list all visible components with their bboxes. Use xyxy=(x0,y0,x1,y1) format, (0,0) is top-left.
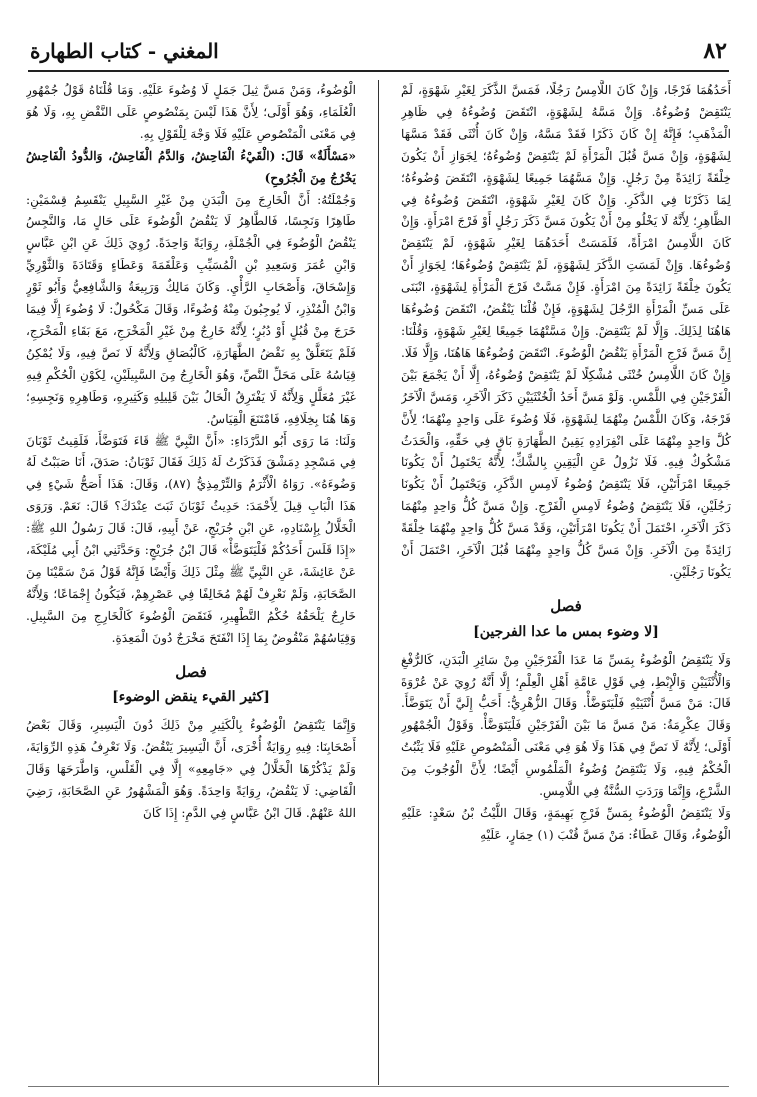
footer-rule xyxy=(28,1086,729,1087)
page-header xyxy=(30,36,727,66)
section-subtitle: [كثير القيء ينقض الوضوء] xyxy=(112,689,270,706)
header-rule xyxy=(28,70,729,72)
paragraph: أَحَدُهُمَا فَرْجًا، وَإِنْ كَانَ اللَّامِسُ رَجُلًا، فَمَسَّ الذَّكَرَ لِغَيْرِ شَهْوَةٍ، لَمْ يَنْتَقِضْ وُضُوءُهُ. وَإِنْ مَسَّهُ لِشَهْوَةٍ، انْتَقَضَ وُضُوءُهُ فِي ظَاهِرِ الْمَذْهَبِ؛ فَإِنَّهُ إِنْ كَانَ ذَكَرًا فَقَدْ مَسَّهُ، وَإِنْ كَانَ أُنْثَى فَقَدْ مَسَّهَا لِشَهْوَةٍ، وَإِنْ مَسَّ قُبُلَ الْمَرْأَةِ لَمْ يَنْتَقِضْ وُضُوءُهُ؛ لِجَوَازِ أَنْ يَكُونَ خِلْقَةً زَائِدَةً مِنْ رَجُلٍ. وَإِنْ مَسَّهُمَا جَمِيعًا لِشَهْوَةٍ، انْتَقَضَ وُضُوءُهُ؛ لِمَا ذَكَرْنَا فِي الذَّكَرِ. وَإِنْ كَانَ لِغَيْرِ شَهْوَةٍ، انْتَقَضَ وُضُوءُهُ فِي الظَّاهِرِ؛ لِأَنَّهُ لَا يَخْلُو مِنْ أَنْ يَكُونَ مَسَّ ذَكَرَ رَجُلٍ أَوْ فَرْجَ امْرَأَةٍ. وَإِنْ كَانَ اللَّامِسُ امْرَأَةً، فَلَمَسَتْ أَحَدَهُمَا لِغَيْرِ شَهْوَةٍ، لَمْ يَنْتَقِضْ وُضُوءُهَا. وَإِنْ لَمَسَتِ الذَّكَرَ لِشَهْوَةٍ، لَمْ يَنْتَقِضْ وُضُوءُهَا؛ لِجَوَازِ أَنْ يَكُونَ خِلْقَةً زَائِدَةً مِنَ امْرَأَةٍ. فَإِنْ مَسَّتْ فَرْجَ الْمَرْأَةِ لِشَهْوَةٍ، انْبَنَى عَلَى مَسِّ الْمَرْأَةِ الرَّجُلَ لِشَهْوَةٍ، فَإِنْ قُلْنَا يَنْقُضُ، انْتَقَضَ وُضُوءُهَا هَاهُنَا لِذَلِكَ. وَإِلَّا لَمْ يَنْتَقِضْ. وَإِنْ مَسَّتْهُمَا جَمِيعًا لِغَيْرِ شَهْوَةٍ، وَقُلْنَا: إِنَّ مَسَّ فَرْجِ الْمَرْأَةِ يَنْقُضُ الْوُضُوءَ. انْتَقَضَ وُضُوءُهَا هَاهُنَا، وَإِلَّا فَلَا. وَإِنْ كَانَ اللَّامِسُ خُنْثَى مُشْكِلًا لَمْ يَنْتَقِضْ وُضُوءُهُ، إِلَّا أَنْ يَجْمَعَ بَيْنَ الْفَرْجَيْنِ فِي اللَّمْسِ. وَلَوْ مَسَّ أَحَدُ الْخُنْثَيَيْنِ ذَكَرَ الْآخَرِ، وَمَسَّ الْآخَرُ فَرْجَهُ، وَكَانَ اللَّمْسُ مِنْهُمَا لِشَهْوَةٍ، فَلَا وُضُوءَ عَلَى وَاحِدٍ مِنْهُمَا؛ لِأَنَّ كُلَّ وَاحِدٍ مِنْهُمَا عَلَى انْفِرَادِهِ يَقِينُ الطَّهَارَةِ بَاقٍ فِي حَقِّهِ، وَالْحَدَثُ مَشْكُوكٌ فِيهِ. فَلَا نَزُولُ عَنِ الْيَقِينِ بِالشَّكِّ؛ لِأَنَّهُ يَحْتَمِلُ أَنْ يَكُونَا جَمِيعًا امْرَأَتَيْنِ، فَلَا يَنْتَقِضُ وُضُوءُ لَامِسِ الذَّكَرِ، وَيَحْتَمِلُ أَنْ يَكُونَا رَجُلَيْنِ، فَلَا يَنْتَقِضُ وُضُوءُ لَامِسِ الْفَرْجِ. وَإِنْ مَسَّ كُلُّ وَاحِدٍ مِنْهُمَا ذَكَرَ الْآخَرِ، احْتَمَلَ أَنْ يَكُونَا امْرَأَتَيْنِ، وَقَدْ مَسَّ كُلُّ وَاحِدٍ مِنْهُمَا خِلْقَةً زَائِدَةً مِنَ الْآخَرِ. وَإِنْ مَسَّ كُلُّ وَاحِدٍ مِنْهُمَا قُبُلَ الْآخَرِ، احْتَمَلَ أَنْ يَكُونَا رَجُلَيْنِ. xyxy=(401,83,731,579)
paragraph: الْوُضُوءُ، وَمَنْ مَسَّ ثِيلَ جَمَلٍ لَا وُضُوءَ عَلَيْهِ. وَمَا قُلْنَاهُ قَوْلُ جُمْهُورِ الْعُلَمَاءِ، وَهُوَ أَوْلَى؛ لِأَنَّ هَذَا لَيْسَ بِمَنْصُوصٍ عَلَى النَّقْضِ بِهِ، وَلَا هُوَ فِي مَعْنَى الْمَنْصُوصِ عَلَيْهِ فَلَا وَجْهَ لِلْقَوْلِ بِهِ. xyxy=(26,83,356,141)
section-subtitle: [لا وضوء بمس ما عدا الفرجين] xyxy=(473,623,659,640)
section-title: فصل xyxy=(550,596,582,615)
masala-paragraph xyxy=(26,146,356,190)
page-number: ٨٢ xyxy=(703,38,727,64)
paragraph: وَلَا يَنْتَقِضُ الْوُضُوءُ بِمَسِّ مَا عَدَا الْفَرْجَيْنِ مِنْ سَائِرِ الْبَدَنِ، كَالرُّفْغِ وَالْأُنْثَيَيْنِ وَالْإِبْطِ، فِي قَوْلِ عَامَّةِ أَهْلِ الْعِلْمِ؛ إِلَّا أَنَّهُ رُوِيَ عَنْ عُرْوَةَ قَالَ: مَنْ مَسَّ أُنْثَيَيْهِ فَلْيَتَوَضَّأْ. وَقَالَ الزُّهْرِيُّ: أَحَبُّ إِلَيَّ أَنْ يَتَوَضَّأَ. وَقَالَ عِكْرِمَةُ: مَنْ مَسَّ مَا بَيْنَ الْفَرْجَيْنِ فَلْيَتَوَضَّأْ. وَقَوْلُ الْجُمْهُورِ أَوْلَى؛ لِأَنَّهُ لَا نَصَّ فِي هَذَا وَلَا هُوَ فِي مَعْنَى الْمَنْصُوصِ عَلَيْهِ فَلَا يَثْبُتُ الْحُكْمُ فِيهِ، وَلَا يَنْتَقِضُ وُضُوءُ الْمَلْمُوسِ أَيْضًا؛ لِأَنَّ الْوُجُوبَ مِنَ الشَّرْعِ، وَإِنَّمَا وَرَدَتِ السُّنَّةُ فِي اللَّامِسِ. xyxy=(401,652,731,799)
right-column xyxy=(401,80,731,1085)
paragraph: وَلَا يَنْتَقِضُ الْوُضُوءُ بِمَسِّ فَرْجِ بَهِيمَةٍ، وَقَالَ اللَّيْثُ بْنُ سَعْدٍ: عَلَيْهِ الْوُضُوءُ، وَقَالَ عَطَاءٌ: مَنْ مَسَّ قُنْبَ (١) حِمَارٍ، عَلَيْهِ xyxy=(401,806,731,842)
masala-label: «مَسْأَلَةٌ» قَالَ: xyxy=(280,148,356,163)
paragraph: وَإِنَّمَا يَنْتَقِضُ الْوُضُوءُ بِالْكَثِيرِ مِنْ ذَلِكَ دُونَ الْيَسِيرِ، وَقَالَ بَعْضُ أَصْحَابِنَا: فِيهِ رِوَايَةٌ أُخْرَى، أَنَّ الْيَسِيرَ يَنْقُضُ. وَلَا نَعْرِفُ هَذِهِ الرِّوَايَةَ، وَلَمْ يَذْكُرْهَا الْخَلَّالُ فِي «جَامِعِهِ» إِلَّا فِي الْقَلْسِ، وَاطَّرَحَهَا وَقَالَ الْقَاضِي: لَا يَنْقُضُ، رِوَايَةً وَاحِدَةً. وَهُوَ الْمَشْهُورُ عَنِ الصَّحَابَةِ، رَضِيَ اللهُ عَنْهُمْ. قَالَ ابْنُ عَبَّاسٍ فِي الدَّمِ: إِذَا كَانَ xyxy=(26,718,356,820)
left-column xyxy=(26,80,356,1085)
paragraph: وَلَنَا: مَا رَوَى أَبُو الدَّرْدَاءِ: «أَنَّ النَّبِيَّ ﷺ قَاءَ فَتَوَضَّأَ، فَلَقِيتُ ثَوْبَانَ فِي مَسْجِدِ دِمَشْقَ فَذَكَرْتُ لَهُ ذَلِكَ فَقَالَ ثَوْبَانُ: صَدَقَ، أَنَا صَبَبْتُ لَهُ وَضُوءَهُ». رَوَاهُ الْأَثْرَمُ وَالتِّرْمِذِيُّ (٨٧)، وَقَالَ: هَذَا أَصَحُّ شَيْءٍ فِي هَذَا الْبَابِ قِيلَ لِأَحْمَدَ: حَدِيثُ ثَوْبَانَ ثَبَتَ عِنْدَكَ؟ قَالَ: نَعَمْ. وَرَوَى الْخَلَّالُ بِإِسْنَادِهِ، عَنِ ابْنِ جُرَيْجٍ، عَنْ أَبِيهِ، قَالَ: قَالَ رَسُولُ اللهِ ﷺ: «إِذَا قَلَسَ أَحَدُكُمْ فَلْيَتَوَضَّأْ» قَالَ ابْنُ جُرَيْجٍ: وَحَدَّثَنِي ابْنُ أَبِي مُلَيْكَةَ، عَنْ عَائِشَةَ، عَنِ النَّبِيِّ ﷺ مِثْلَ ذَلِكَ وَأَيْضًا فَإِنَّهُ قَوْلُ مَنْ سَمَّيْنَا مِنَ الصَّحَابَةِ، وَلَمْ نَعْرِفْ لَهُمْ مُخَالِفًا فِي عَصْرِهِمْ، فَيَكُونُ إِجْمَاعًا؛ وَلِأَنَّهُ خَارِجٌ يَلْحَقُهُ حُكْمُ التَّطْهِيرِ، فَنَقَضَ الْوُضُوءَ كَالْخَارِجِ مِنَ السَّبِيلِ. وَقِيَاسُهُمْ مَنْقُوضٌ بِمَا إِذَا انْفَتَحَ مَخْرَجٌ دُونَ الْمَعِدَةِ. xyxy=(26,433,356,645)
paragraph: وَجُمْلَتُهُ: أَنَّ الْخَارِجَ مِنَ الْبَدَنِ مِنْ غَيْرِ السَّبِيلِ يَنْقَسِمُ قِسْمَيْنِ: طَاهِرًا وَنَجِسًا، فَالطَّاهِرُ لَا يَنْقُضُ الْوُضُوءَ عَلَى حَالٍ مَا، وَالنَّجِسُ يَنْقُضُ الْوُضُوءَ فِي الْجُمْلَةِ، رِوَايَةً وَاحِدَةً. رُوِيَ ذَلِكَ عَنِ ابْنِ عَبَّاسٍ وَابْنِ عُمَرَ وَسَعِيدِ بْنِ الْمُسَيِّبِ وَعَلْقَمَةَ وَعَطَاءٍ وَقَتَادَةَ وَالثَّوْرِيِّ وَإِسْحَاقَ، وَأَصْحَابِ الرَّأْيِ. وَكَانَ مَالِكٌ وَرَبِيعَةُ وَالشَّافِعِيُّ وَأَبُو ثَوْرٍ وَابْنُ الْمُنْذِرِ، لَا يُوجِبُونَ مِنْهُ وُضُوءًا، وَقَالَ مَكْحُولٌ: لَا وُضُوءَ إِلَّا فِيمَا خَرَجَ مِنْ قُبُلٍ أَوْ دُبُرٍ؛ لِأَنَّهُ خَارِجٌ مِنْ غَيْرِ الْمَخْرَجِ، مَعَ بَقَاءِ الْمَخْرَجِ، فَلَمْ يَتَعَلَّقْ بِهِ نَقْضُ الطَّهَارَةِ، كَالْبُصَاقِ وَلِأَنَّهُ لَا نَصَّ فِيهِ، وَلَا يُمْكِنُ قِيَاسُهُ عَلَى مَحَلِّ النَّصِّ، وَهُوَ الْخَارِجُ مِنَ السَّبِيلَيْنِ، لِكَوْنِ الْحُكْمِ فِيهِ غَيْرَ مُعَلَّلٍ وَلِأَنَّهُ لَا يَفْتَرِقُ الْحَالُ بَيْنَ قَلِيلِهِ وَكَثِيرِهِ، وَطَاهِرِهِ وَنَجِسِهِ؛ وَهَا هُنَا بِخِلَافِهِ، فَامْتَنَعَ الْقِيَاسُ. xyxy=(26,192,356,426)
section-title: فصل xyxy=(175,662,207,681)
running-title: المغني - كتاب الطهارة xyxy=(30,39,219,63)
masala-text: (الْقَيْءُ الْفَاحِشُ، وَالدَّمُ الْفَاحِشُ، وَالدُّودُ الْفَاحِشُ يَخْرُجُ مِنَ الْجُرُوحِ) xyxy=(26,148,356,185)
column-divider xyxy=(378,80,379,1085)
